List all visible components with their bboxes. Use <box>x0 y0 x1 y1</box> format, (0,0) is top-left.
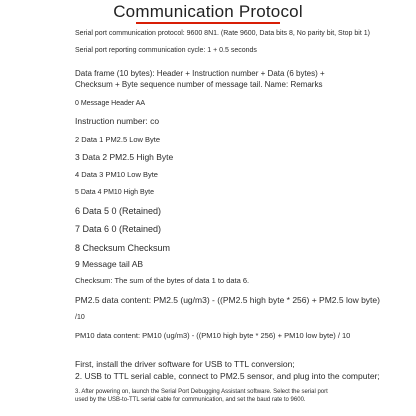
byte-row: 7 Data 6 0 (Retained) <box>75 224 162 234</box>
byte-row: 0 Message Header AA <box>75 100 146 107</box>
byte-row: 6 Data 5 0 (Retained) <box>75 206 162 216</box>
page-title: Communication Protocol <box>113 2 303 21</box>
byte-row: 4 Data 3 PM10 Low Byte <box>75 170 158 179</box>
title-underline <box>136 22 280 24</box>
step-3-line-1: 3. After powering on, launch the Serial Port Debugging Assistant software. Select the serial port <box>75 389 328 395</box>
byte-row: 9 Message tail AB <box>75 259 144 269</box>
pm10-formula: PM10 data content: PM10 (ug/m3) - ((PM10 high byte * 256) + PM10 low byte) / 10 <box>75 331 351 340</box>
byte-row: 3 Data 2 PM2.5 High Byte <box>75 152 174 162</box>
step-2: 2. USB to TTL serial cable, connect to PM2.5 sensor, and plug into the computer; <box>75 371 380 381</box>
step-1: First, install the driver software for USB to TTL conversion; <box>75 359 295 369</box>
frame-line-2: Checksum + Byte sequence number of message tail. Name: Remarks <box>75 80 323 89</box>
byte-row: 8 Checksum Checksum <box>75 243 171 253</box>
pm25-formula: PM2.5 data content: PM2.5 (ug/m3) - ((PM2.5 high byte * 256) + PM2.5 low byte) <box>75 295 380 305</box>
pm25-formula-cont: /10 <box>75 314 85 321</box>
checksum-line: Checksum: The sum of the bytes of data 1 to data 6. <box>75 276 250 285</box>
step-3-line-2: used by the USB-to-TTL serial cable for communication, and set the baud rate to 9600. <box>75 397 306 403</box>
byte-row: 2 Data 1 PM2.5 Low Byte <box>75 135 161 144</box>
frame-line-1: Data frame (10 bytes): Header + Instruction number + Data (6 bytes) + <box>75 69 325 78</box>
byte-row: 5 Data 4 PM10 High Byte <box>75 189 154 196</box>
byte-row: Instruction number: co <box>75 116 160 126</box>
cycle-line: Serial port reporting communication cycle: 1 + 0.5 seconds <box>75 47 257 54</box>
protocol-line: Serial port communication protocol: 9600 8N1. (Rate 9600, Data bits 8, No parity bit, Stop bit 1) <box>75 30 370 37</box>
